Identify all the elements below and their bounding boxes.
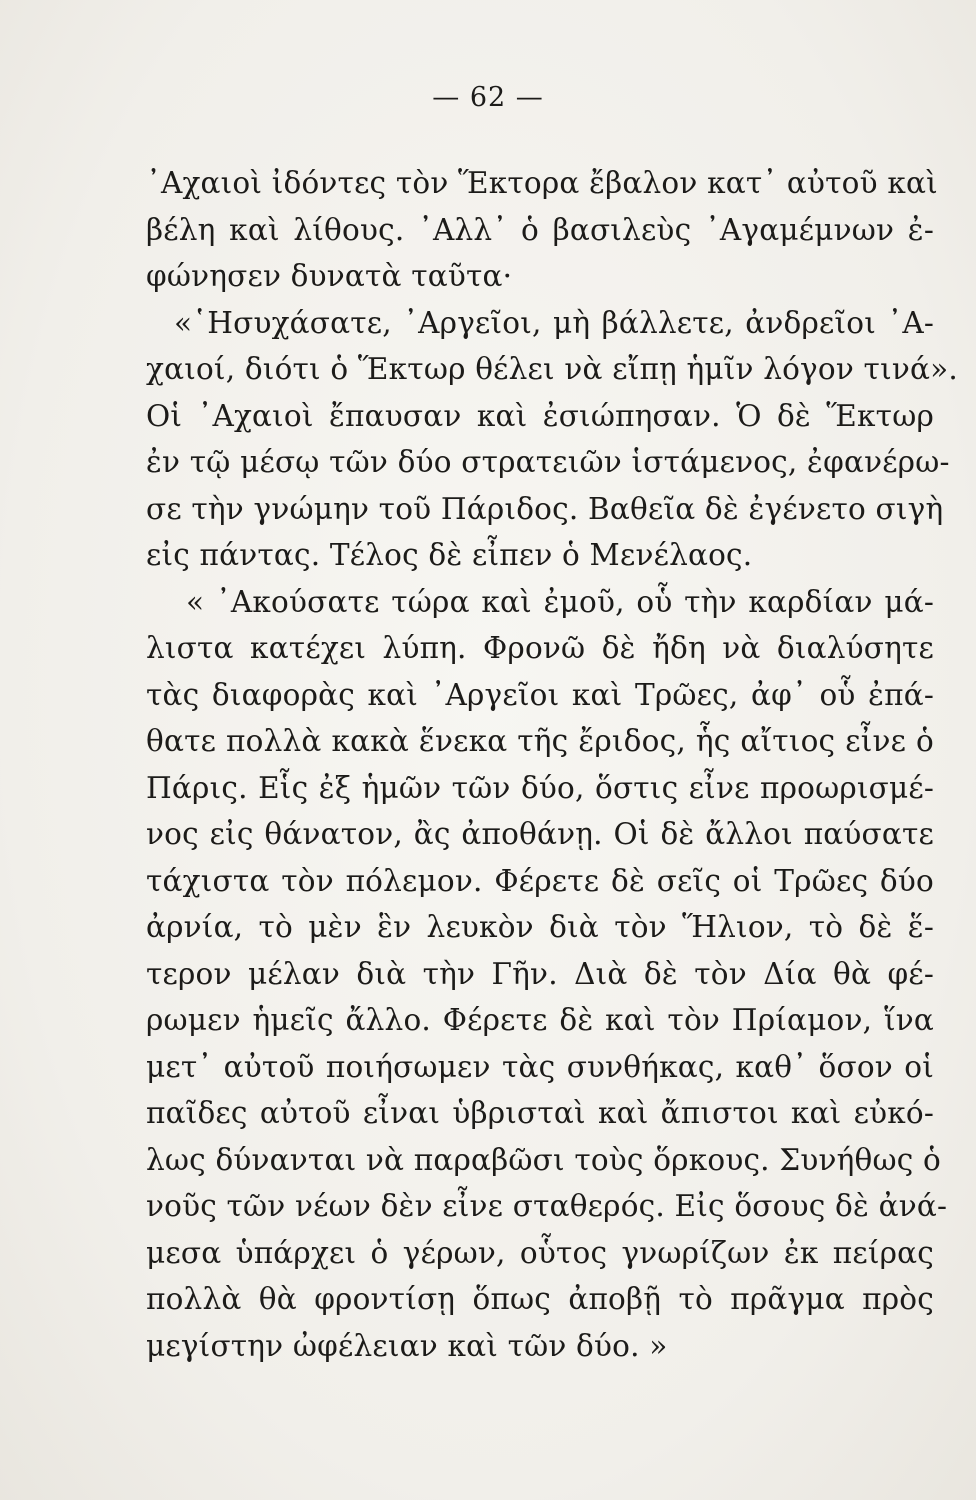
text-line: βέλη καὶ λίθους. ᾿Αλλ᾿ ὁ βασιλεὺς ᾿Αγαμέμνων ἐ- [146,212,934,247]
text-line: φώνησεν δυνατὰ ταῦτα· [146,259,513,293]
body-text [146,160,958,1369]
text-line: νος εἰς θάνατον, ἂς ἀποθάνῃ. Οἱ δὲ ἄλλοι παύσατε [146,817,934,851]
text-line: τερον μέλαν διὰ τὴν Γῆν. Διὰ δὲ τὸν Δία θὰ φέ- [146,956,934,991]
text-line: λιστα κατέχει λύπη. Φρονῶ δὲ ἤδη νὰ διαλύσητε [146,631,934,665]
text-line: παῖδες αὐτοῦ εἶναι ὑβρισταὶ καὶ ἄπιστοι καὶ εὐκό- [146,1096,934,1130]
text-line: « ᾿Ακούσατε τώρα καὶ ἐμοῦ, οὗ τὴν καρδίαν μά- [186,584,934,619]
text-line: ἐν τῷ μέσῳ τῶν δύο στρατειῶν ἱστάμενος, ἐφανέρω- [146,445,950,479]
text-line: λως δύνανται νὰ παραβῶσι τοὺς ὅρκους. Συνήθως ὁ [146,1142,942,1177]
text-line: μεγίστην ὠφέλειαν καὶ τῶν δύο. » [146,1328,668,1363]
text-line: εἰς πάντας. Τέλος δὲ εἶπεν ὁ Μενέλαος. [146,538,753,572]
text-line: πολλὰ θὰ φροντίσῃ ὅπως ἀποβῇ τὸ πρᾶγμα πρὸς [146,1282,934,1316]
text-line: τὰς διαφορὰς καὶ ᾿Αργεῖοι καὶ Τρῶες, ἀφ᾿ οὗ ἐπά- [146,677,934,712]
text-line: ἀρνία, τὸ μὲν ἓν λευκὸν διὰ τὸν Ἥλιον, τὸ δὲ ἕ- [146,910,934,944]
text-line: μεσα ὑπάρχει ὁ γέρων, οὗτος γνωρίζων ἐκ πείρας [146,1235,934,1270]
text-line: νοῦς τῶν νέων δὲν εἶνε σταθερός. Εἰς ὅσους δὲ ἀνά- [146,1189,948,1223]
text-line: θατε πολλὰ κακὰ ἕνεκα τῆς ἔριδος, ἧς αἴτιος εἶνε ὁ [146,724,934,758]
text-line: ᾿Αχαιοὶ ἰδόντες τὸν Ἕκτορα ἔβαλον κατ᾿ αὐτοῦ καὶ [146,166,938,200]
text-line: Οἱ ᾿Αχαιοὶ ἔπαυσαν καὶ ἐσιώπησαν. Ὁ δὲ Ἕκτωρ [146,398,934,433]
text-line: ρωμεν ἡμεῖς ἄλλο. Φέρετε δὲ καὶ τὸν Πρίαμον, ἵνα [146,1003,934,1037]
text-line: σε τὴν γνώμην τοῦ Πάριδος. Βαθεῖα δὲ ἐγένετο σιγὴ [146,491,944,526]
text-line: χαιοί, διότι ὁ Ἕκτωρ θέλει νὰ εἴπῃ ἡμῖν λόγον τινά». [146,352,958,386]
page-number: — 62 — [432,82,544,113]
text-line: μετ᾿ αὐτοῦ ποιήσωμεν τὰς συνθήκας, καθ᾿ ὅσον οἱ [146,1049,934,1084]
text-line: Πάρις. Εἷς ἐξ ἡμῶν τῶν δύο, ὅστις εἶνε προωρισμέ- [146,770,934,805]
text-line: «῾Ησυχάσατε, ᾿Αργεῖοι, μὴ βάλλετε, ἀνδρεῖοι ᾿Α- [174,305,934,340]
text-line: τάχιστα τὸν πόλεμον. Φέρετε δὲ σεῖς οἱ Τρῶες δύο [146,863,934,898]
